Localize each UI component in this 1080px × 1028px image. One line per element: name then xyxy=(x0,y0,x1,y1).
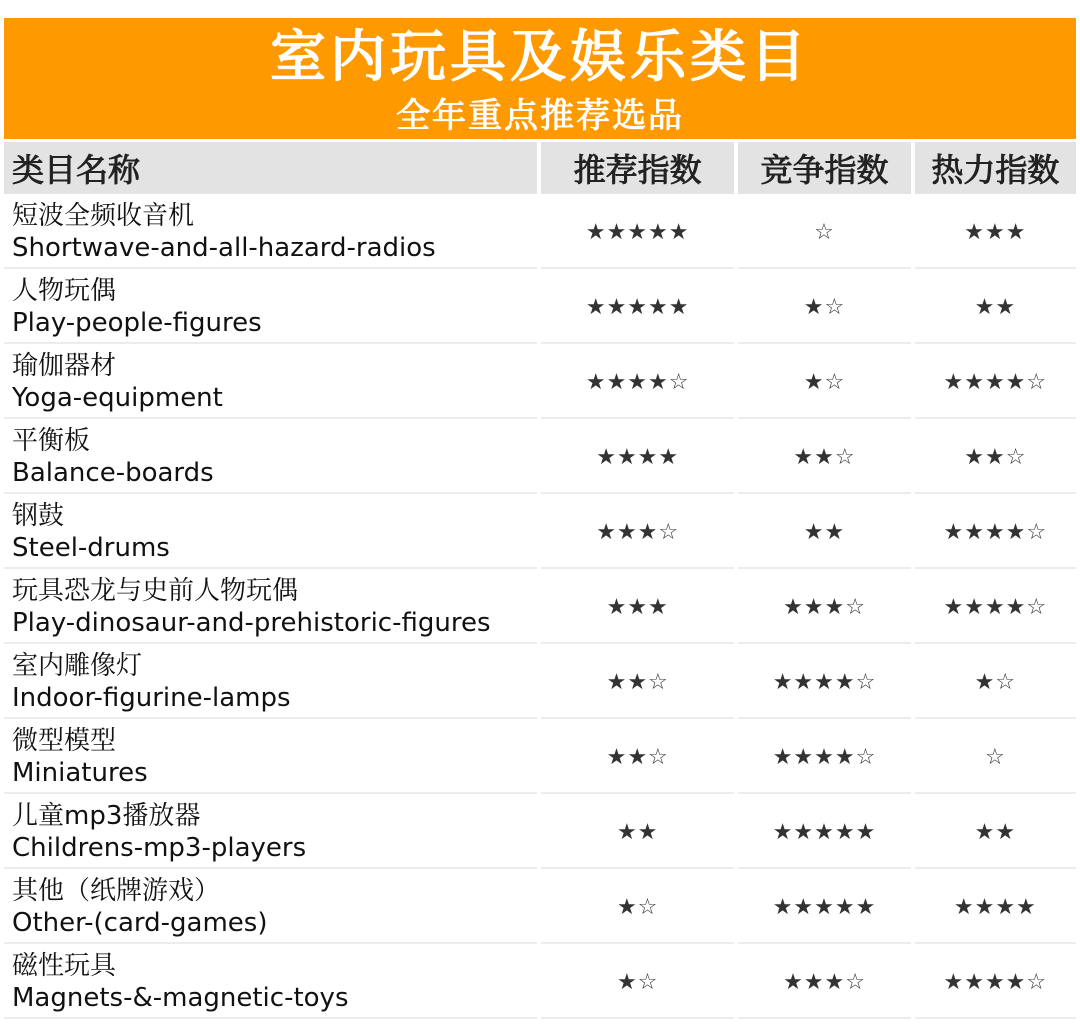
title-banner xyxy=(4,18,1076,139)
recommend-rating: ★★★★ xyxy=(541,422,734,494)
competition-rating: ★★★★☆ xyxy=(738,647,910,719)
category-name-zh: 瑜伽器材 xyxy=(12,351,117,381)
recommend-rating: ★★★★★ xyxy=(541,197,734,269)
category-name-en: Yoga-equipment xyxy=(12,383,223,413)
column-header-heat: 热力指数 xyxy=(915,142,1076,194)
category-name-zh: 磁性玩具 xyxy=(12,951,117,981)
category-name-zh: 微型模型 xyxy=(12,726,117,756)
category-table xyxy=(0,139,1080,1022)
category-name-cell xyxy=(4,797,537,869)
table-row xyxy=(4,872,1076,944)
category-name-zh: 平衡板 xyxy=(12,426,91,456)
heat-rating: ★★☆ xyxy=(915,422,1076,494)
recommend-rating: ★☆ xyxy=(541,872,734,944)
recommend-rating: ★★★ xyxy=(541,572,734,644)
table-row xyxy=(4,572,1076,644)
recommend-rating: ★★ xyxy=(541,797,734,869)
competition-rating: ★★★★★ xyxy=(738,797,910,869)
category-name-zh: 其他（纸牌游戏） xyxy=(12,876,221,906)
table-row xyxy=(4,947,1076,1019)
category-name-cell xyxy=(4,872,537,944)
heat-rating: ★☆ xyxy=(915,647,1076,719)
heat-rating: ★★★★☆ xyxy=(915,497,1076,569)
category-name-en: Magnets-&-magnetic-toys xyxy=(12,983,349,1013)
column-header-name: 类目名称 xyxy=(4,142,537,194)
recommend-rating: ★★☆ xyxy=(541,722,734,794)
category-name-en: Shortwave-and-all-hazard-radios xyxy=(12,233,436,263)
category-name-cell xyxy=(4,347,537,419)
table-row xyxy=(4,647,1076,719)
category-name-cell xyxy=(4,197,537,269)
category-name-zh: 儿童mp3播放器 xyxy=(12,801,201,831)
competition-rating: ★☆ xyxy=(738,272,910,344)
competition-rating: ★☆ xyxy=(738,347,910,419)
category-name-en: Steel-drums xyxy=(12,533,170,563)
column-header-competition: 竞争指数 xyxy=(738,142,910,194)
table-header-row xyxy=(4,142,1076,194)
category-name-cell xyxy=(4,947,537,1019)
category-name-cell xyxy=(4,722,537,794)
competition-rating: ☆ xyxy=(738,197,910,269)
page-subtitle: 全年重点推荐选品 xyxy=(396,96,684,136)
heat-rating: ★★★★ xyxy=(915,872,1076,944)
page-title: 室内玩具及娱乐类目 xyxy=(270,25,810,90)
competition-rating: ★★★☆ xyxy=(738,947,910,1019)
category-name-zh: 短波全频收音机 xyxy=(12,201,195,231)
recommend-rating: ★★★★★ xyxy=(541,272,734,344)
table-row xyxy=(4,422,1076,494)
table-row xyxy=(4,197,1076,269)
recommend-rating: ★★★★☆ xyxy=(541,347,734,419)
competition-rating: ★★☆ xyxy=(738,422,910,494)
category-name-cell xyxy=(4,647,537,719)
heat-rating: ★★★ xyxy=(915,197,1076,269)
recommend-rating: ★★☆ xyxy=(541,647,734,719)
category-name-cell xyxy=(4,272,537,344)
category-name-en: Miniatures xyxy=(12,758,148,788)
category-name-en: Childrens-mp3-players xyxy=(12,833,307,863)
category-name-en: Play-dinosaur-and-prehistoric-figures xyxy=(12,608,491,638)
table-row xyxy=(4,797,1076,869)
heat-rating: ☆ xyxy=(915,722,1076,794)
competition-rating: ★★★★★ xyxy=(738,872,910,944)
category-name-zh: 人物玩偶 xyxy=(12,276,117,306)
category-name-zh: 钢鼓 xyxy=(12,501,65,531)
category-name-cell xyxy=(4,572,537,644)
table-row xyxy=(4,497,1076,569)
recommend-rating: ★★★☆ xyxy=(541,497,734,569)
infographic xyxy=(4,18,1076,1022)
category-name-cell xyxy=(4,422,537,494)
competition-rating: ★★★★☆ xyxy=(738,722,910,794)
category-name-en: Indoor-figurine-lamps xyxy=(12,683,291,713)
recommend-rating: ★☆ xyxy=(541,947,734,1019)
category-name-en: Other-(card-games) xyxy=(12,908,268,938)
category-name-en: Balance-boards xyxy=(12,458,214,488)
competition-rating: ★★ xyxy=(738,497,910,569)
competition-rating: ★★★☆ xyxy=(738,572,910,644)
heat-rating: ★★ xyxy=(915,272,1076,344)
heat-rating: ★★ xyxy=(915,797,1076,869)
heat-rating: ★★★★☆ xyxy=(915,572,1076,644)
heat-rating: ★★★★☆ xyxy=(915,947,1076,1019)
table-row xyxy=(4,272,1076,344)
heat-rating: ★★★★☆ xyxy=(915,347,1076,419)
category-name-zh: 玩具恐龙与史前人物玩偶 xyxy=(12,576,299,606)
column-header-recommend: 推荐指数 xyxy=(541,142,734,194)
table-row xyxy=(4,722,1076,794)
category-name-en: Play-people-figures xyxy=(12,308,262,338)
table-row xyxy=(4,347,1076,419)
category-name-zh: 室内雕像灯 xyxy=(12,651,143,681)
category-name-cell xyxy=(4,497,537,569)
